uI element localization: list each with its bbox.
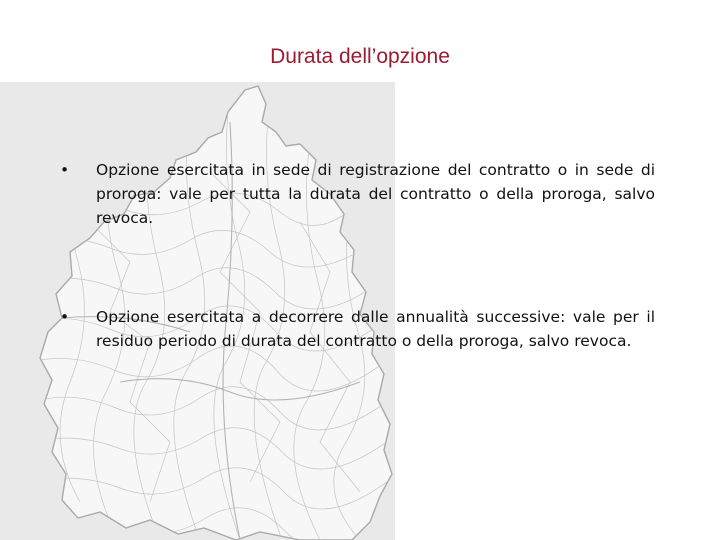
bullet-text: Opzione esercitata in sede di registrazione del contratto o in sede di proroga: vale per tutta la durata del contratto o della proroga, salvo revoca. — [96, 161, 655, 227]
bullet-item — [60, 305, 655, 353]
slide-title: Durata dell’opzione — [270, 45, 450, 68]
bullet-item — [60, 158, 655, 230]
bullet-marker: • — [60, 308, 70, 326]
bullet-list — [60, 158, 655, 353]
bullet-text: Opzione esercitata a decorrere dalle annualità successive: vale per il residuo periodo di durata del contratto o della proroga, salvo revoca. — [96, 308, 655, 350]
bullet-marker: • — [60, 161, 70, 179]
